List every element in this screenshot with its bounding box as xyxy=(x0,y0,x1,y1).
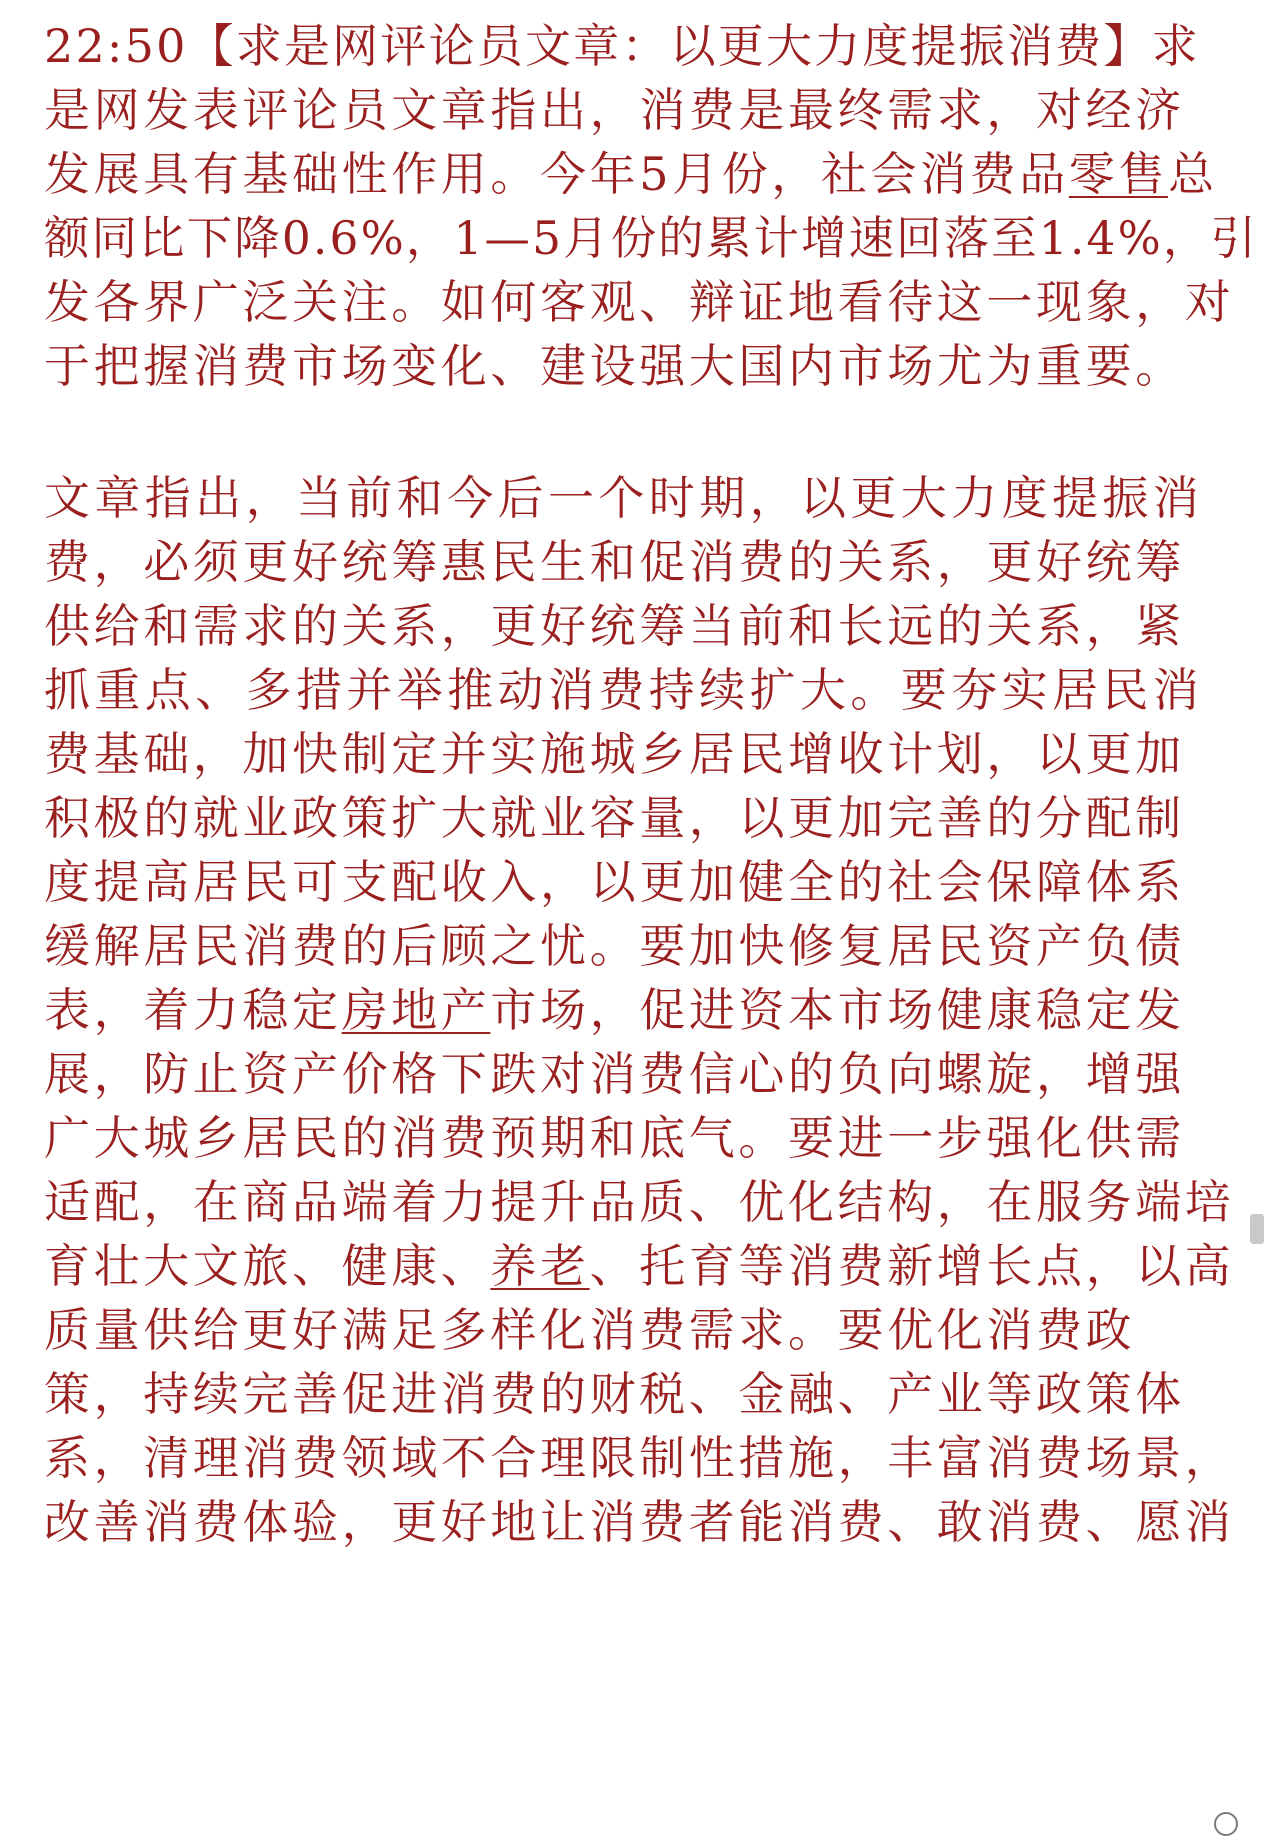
watermark-logo-icon xyxy=(1214,1812,1238,1836)
text-segment: 总 xyxy=(1168,147,1218,201)
text-line: 于把握消费市场变化、建设强大国内市场尤为重要。 xyxy=(44,339,1185,393)
text-line: 供给和需求的关系，更好统筹当前和长远的关系，紧 xyxy=(44,599,1185,653)
text-line: 展，防止资产价格下跌对消费信心的负向螺旋，增强 xyxy=(44,1047,1185,1101)
text-line: 度提高居民可支配收入，以更加健全的社会保障体系 xyxy=(44,855,1185,909)
retail-link[interactable]: 零售 xyxy=(1068,147,1169,201)
text-line: 广大城乡居民的消费预期和底气。要进一步强化供需 xyxy=(44,1111,1185,1165)
text-segment: 市场，促进资本市场健康稳定发 xyxy=(490,983,1185,1037)
text-line: 积极的就业政策扩大就业容量，以更加完善的分配制 xyxy=(44,791,1185,845)
text-line: 文章指出，当前和今后一个时期，以更大力度提振消 xyxy=(44,471,1204,525)
text-line: 22:50【求是网评论员文章：以更大力度提振消费】求 xyxy=(44,19,1200,73)
text-line: 额同比下降0.6%，1—5月份的累计增速回落至1.4%，引 xyxy=(44,211,1259,265)
text-segment: 、托育等消费新增长点，以高 xyxy=(589,1239,1235,1293)
text-line: 费，必须更好统筹惠民生和促消费的关系，更好统筹 xyxy=(44,535,1185,589)
elderly-care-link[interactable]: 养老 xyxy=(490,1239,590,1293)
text-segment: 发展具有基础性作用。今年5月份，社会消费品 xyxy=(44,147,1069,201)
text-segment: 育壮大文旅、健康、 xyxy=(44,1239,491,1293)
text-line: 策，持续完善促进消费的财税、金融、产业等政策体 xyxy=(44,1367,1185,1421)
text-line: 改善消费体验，更好地让消费者能消费、敢消费、愿消 xyxy=(44,1495,1235,1549)
watermark xyxy=(1206,1806,1246,1842)
text-line: 发各界广泛关注。如何客观、辩证地看待这一现象，对 xyxy=(44,275,1235,329)
text-line: 系，清理消费领域不合理限制性措施，丰富消费场景， xyxy=(44,1431,1235,1485)
text-line: 适配，在商品端着力提升品质、优化结构，在服务端培 xyxy=(44,1175,1235,1229)
text-line: 缓解居民消费的后顾之忧。要加快修复居民资产负债 xyxy=(44,919,1185,973)
text-line xyxy=(44,1234,1234,1298)
text-segment: 表，着力稳定 xyxy=(44,983,342,1037)
text-line xyxy=(44,142,1218,206)
text-line: 质量供给更好满足多样化消费需求。要优化消费政 xyxy=(44,1303,1136,1357)
text-line: 是网发表评论员文章指出，消费是最终需求，对经济 xyxy=(44,83,1185,137)
text-line: 抓重点、多措并举推动消费持续扩大。要夯实居民消 xyxy=(44,663,1204,717)
scrollbar-thumb[interactable] xyxy=(1250,1214,1264,1244)
text-line: 费基础，加快制定并实施城乡居民增收计划，以更加 xyxy=(44,727,1185,781)
text-line xyxy=(44,978,1185,1042)
real-estate-link[interactable]: 房地产 xyxy=(341,983,491,1037)
